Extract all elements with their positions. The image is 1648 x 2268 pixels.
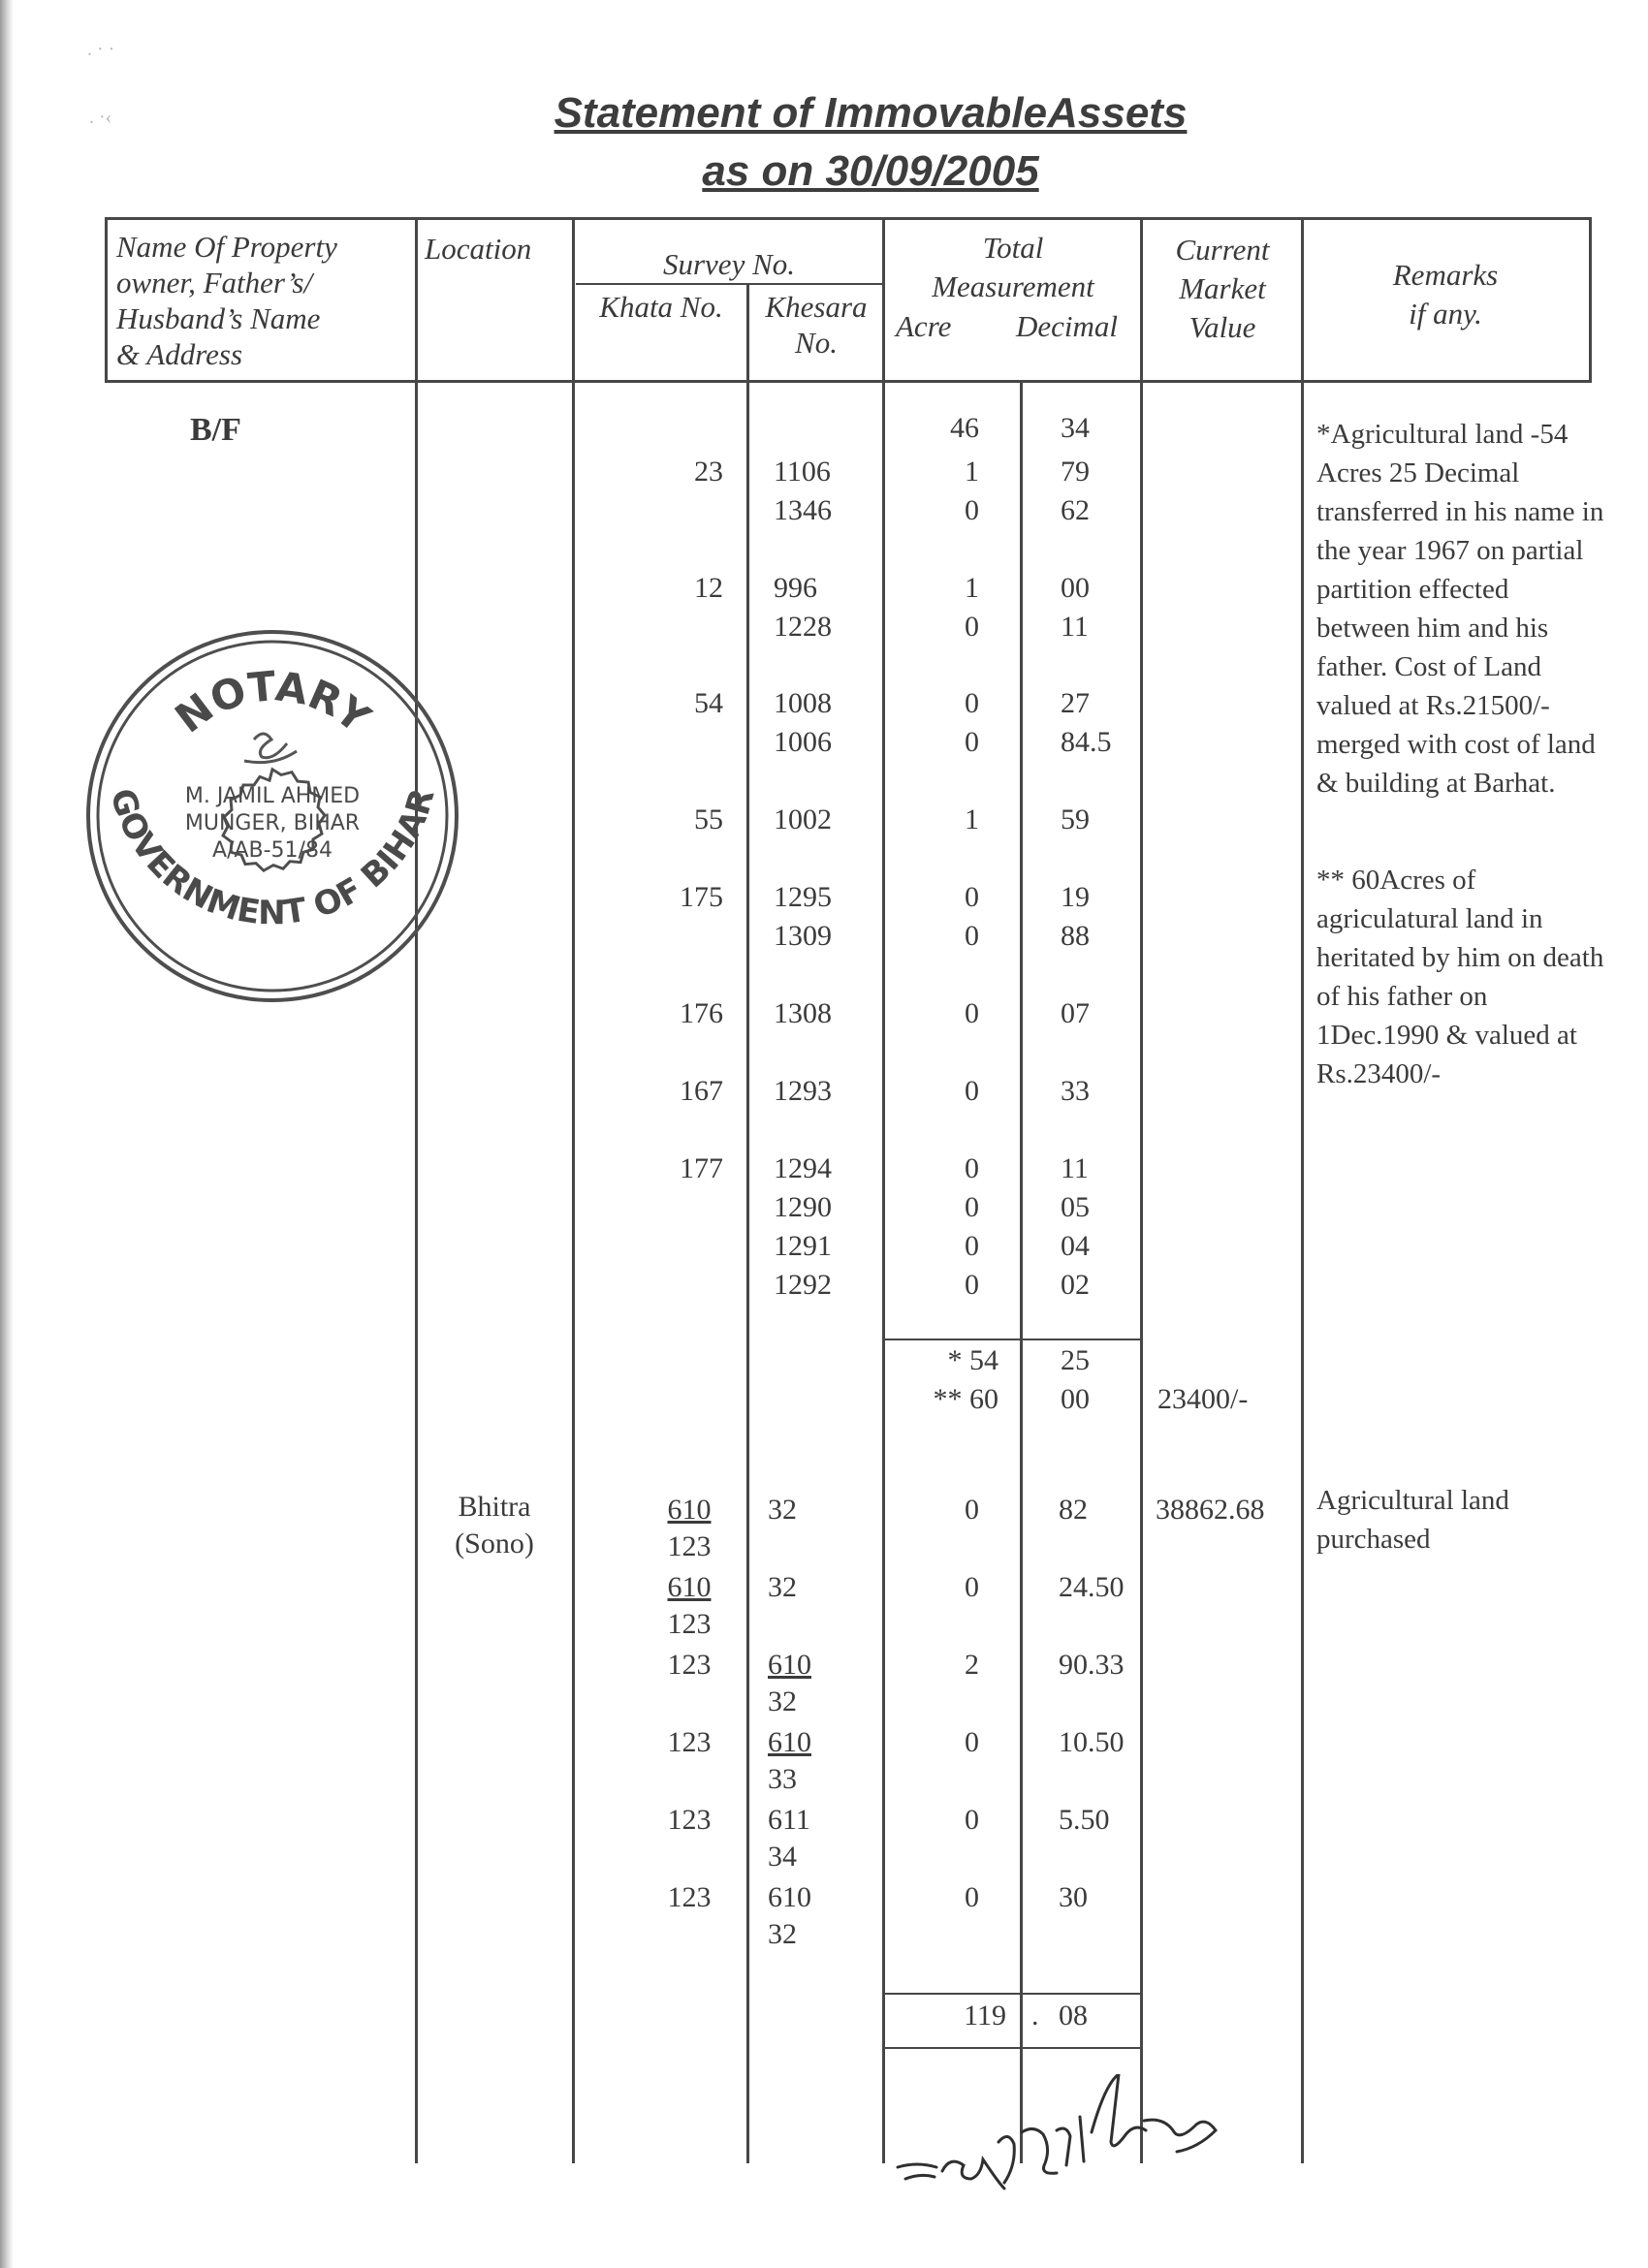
remarks-header-line: Remarks [1392, 258, 1499, 292]
location-line: (Sono) [455, 1528, 534, 1559]
subtotal-decimal: 25 [1061, 1344, 1090, 1376]
decimal-value: 30 [1059, 1881, 1088, 1913]
measurement-column-line [882, 217, 885, 2163]
total-decimal: 08 [1059, 2000, 1088, 2032]
total-acre: 119 [964, 2000, 1006, 2032]
bhitra-location [427, 1489, 562, 1562]
khata-number: 610 [667, 1494, 712, 1526]
stamp-top-text: NOTARY [166, 662, 379, 742]
market-header-line: Current [1175, 233, 1270, 267]
khata-number-sub: 123 [667, 1530, 712, 1562]
khesara-number: 1295 [774, 881, 832, 913]
remarks-inherited-land: ** 60Acres of agriculatural land in heritated by him on death of his father on 1Dec.1990 & valued at Rs.23400/- [1316, 865, 1604, 1089]
document-date-title: as on 30/09/2005 [702, 147, 1039, 195]
stamp-registration: A/AB-51/84 [212, 838, 333, 863]
khesara-number-sub: 32 [768, 1918, 797, 1950]
scan-speckle: . ·‹ [89, 107, 112, 128]
khesara-number: 996 [774, 572, 817, 604]
owner-header-line: Husband’s Name [116, 301, 321, 335]
owner-header [116, 229, 407, 372]
khesara-number: 1008 [774, 687, 832, 719]
acre-value: 0 [965, 611, 979, 643]
decimal-value: 11 [1061, 611, 1089, 643]
acre-decimal-line [1020, 380, 1023, 2163]
document-title: Statement of ImmovableAssets [554, 89, 1188, 137]
khata-number: 167 [680, 1075, 723, 1107]
acre-value: 2 [965, 1649, 979, 1681]
scan-speckle: . · · [87, 39, 115, 60]
total-measurement-header [886, 229, 1140, 306]
total-top-rule [882, 1993, 1142, 1995]
market-value-header [1144, 231, 1301, 347]
right-border [1589, 217, 1592, 382]
decimal-value: 33 [1061, 1075, 1090, 1107]
subtotal-acre: ** 60 [933, 1383, 998, 1415]
acre-value: 0 [965, 1726, 979, 1758]
owner-header-line: Name Of Property [116, 230, 337, 264]
khata-number: 176 [680, 997, 723, 1029]
khesara-number: 1309 [774, 920, 832, 952]
acre-value: 1 [965, 803, 979, 835]
acre-value: 1 [965, 572, 979, 604]
acre-value: 0 [965, 1075, 979, 1107]
notary-stamp [81, 625, 463, 1007]
market-header-line: Market [1179, 271, 1266, 305]
acre-value: 0 [965, 920, 979, 952]
brought-forward-label: B/F [190, 412, 241, 448]
khata-number: 54 [694, 687, 723, 719]
khesara-number: 1292 [774, 1269, 832, 1301]
khesara-number: 610 [768, 1649, 811, 1681]
khata-number: 123 [667, 1649, 712, 1681]
remarks-line: Agricultural land [1316, 1485, 1509, 1516]
decimal-value: 5.50 [1059, 1804, 1110, 1836]
subtotal-rule [882, 1339, 1142, 1340]
khesara-number-sub: 32 [768, 1685, 797, 1717]
decimal-header: Decimal [1016, 309, 1119, 343]
khesara-number-sub: 34 [768, 1841, 797, 1873]
scan-edge-shadow [0, 0, 14, 2268]
khata-number: 123 [667, 1726, 712, 1758]
decimal-value: 82 [1059, 1494, 1088, 1526]
khesara-number: 1308 [774, 997, 832, 1029]
khesara-number: 32 [768, 1571, 797, 1603]
khesara-column-line [746, 283, 749, 2163]
total-bottom-rule [882, 2047, 1142, 2049]
khata-number: 123 [667, 1881, 712, 1913]
location-header: Location [425, 232, 532, 266]
survey-header: Survey No. [662, 247, 796, 281]
remarks-column-line [1301, 217, 1304, 2163]
decimal-value: 34 [1061, 412, 1090, 444]
total-header-line: Measurement [932, 269, 1094, 303]
acre-value: 0 [965, 1804, 979, 1836]
table-top-border [105, 217, 1592, 220]
khesara-number: 1294 [774, 1152, 832, 1184]
acre-value: 0 [965, 1571, 979, 1603]
decimal-value: 24.50 [1059, 1571, 1125, 1603]
left-border [105, 217, 108, 382]
total-dot: . [1031, 2000, 1039, 2032]
location-line: Bhitra [458, 1491, 531, 1523]
acre-value: 0 [965, 1881, 979, 1913]
stamp-ring-text: GOVERNMENT OF BIHAR [102, 784, 443, 933]
khata-number: 610 [667, 1571, 712, 1603]
khesara-number: 1293 [774, 1075, 832, 1107]
khata-number: 123 [667, 1804, 712, 1836]
khata-number: 175 [680, 881, 723, 913]
acre-value: 1 [965, 456, 979, 488]
khata-number: 55 [694, 803, 723, 835]
khesara-number-sub: 33 [768, 1763, 797, 1795]
decimal-value: 07 [1061, 997, 1090, 1029]
khesara-number: 610 [768, 1881, 811, 1913]
stamp-initials-mark [244, 734, 297, 763]
acre-value: 0 [965, 726, 979, 758]
header-bottom-border [105, 380, 1592, 383]
acre-value: 0 [965, 687, 979, 719]
bhitra-remarks [1316, 1481, 1569, 1559]
khesara-number: 32 [768, 1494, 797, 1526]
acre-value: 0 [965, 494, 979, 526]
remarks-header-line: if any. [1409, 297, 1482, 331]
decimal-value: 27 [1061, 687, 1090, 719]
khata-column-line [572, 217, 575, 2163]
location-column-line [415, 217, 418, 2163]
khesara-number: 1106 [774, 456, 831, 488]
decimal-value: 02 [1061, 1269, 1090, 1301]
khesara-number: 1002 [774, 803, 832, 835]
khesara-number: 610 [768, 1726, 811, 1758]
khesara-number: 1290 [774, 1191, 832, 1223]
decimal-value: 19 [1061, 881, 1090, 913]
khesara-header-line: Khesara [765, 290, 868, 324]
subtotal-decimal: 00 [1061, 1383, 1090, 1415]
acre-value: 0 [965, 1230, 979, 1262]
khesara-header [750, 289, 882, 361]
acre-value: 0 [965, 997, 979, 1029]
acre-value: 0 [965, 1269, 979, 1301]
stamp-notary-place: MUNGER, BIHAR [184, 811, 361, 835]
decimal-value: 79 [1061, 456, 1090, 488]
remarks-line: purchased [1316, 1524, 1431, 1555]
khata-number: 23 [694, 456, 723, 488]
decimal-value: 90.33 [1059, 1649, 1125, 1681]
khata-number: 177 [680, 1152, 723, 1184]
decimal-value: 62 [1061, 494, 1090, 526]
decimal-value: 00 [1061, 572, 1090, 604]
khesara-number: 1228 [774, 611, 832, 643]
khesara-header-line: No. [795, 326, 838, 360]
acre-header: Acre [896, 309, 952, 343]
decimal-value: 10.50 [1059, 1726, 1125, 1758]
khata-number-sub: 123 [667, 1608, 712, 1640]
khesara-number: 1291 [774, 1230, 832, 1262]
acre-value: 0 [965, 881, 979, 913]
decimal-value: 88 [1061, 920, 1090, 952]
decimal-value: 84.5 [1061, 726, 1112, 758]
total-header-line: Total [982, 231, 1044, 265]
decimal-value: 04 [1061, 1230, 1090, 1262]
stamp-notary-name: M. JAMIL AHMED [184, 784, 361, 808]
market-column-line [1140, 217, 1143, 2163]
market-header-line: Value [1188, 310, 1256, 344]
decimal-value: 05 [1061, 1191, 1090, 1223]
bhitra-market-value: 38862.68 [1156, 1494, 1265, 1526]
decimal-value: 11 [1061, 1152, 1089, 1184]
remarks-header [1305, 256, 1586, 333]
handwritten-signature [892, 2074, 1260, 2210]
survey-divider [576, 283, 882, 285]
owner-header-line: owner, Father’s/ [116, 266, 313, 299]
khata-header: Khata No. [599, 290, 723, 324]
decimal-value: 59 [1061, 803, 1090, 835]
acre-value: 46 [950, 412, 979, 444]
khesara-number: 1346 [774, 494, 832, 526]
khata-number: 12 [694, 572, 723, 604]
acre-value: 0 [965, 1494, 979, 1526]
khesara-number: 1006 [774, 726, 832, 758]
subtotal-acre: * 54 [947, 1344, 998, 1376]
owner-header-line: & Address [116, 337, 243, 371]
khesara-number: 611 [768, 1804, 810, 1836]
remarks-agricultural-transfer: *Agricultural land -54 Acres 25 Decimal transferred in his name in the year 1967 on partial partition effected between him and his father. Cost of Land valued at Rs.21500/- merged with cost of land & building at Barhat. [1316, 419, 1604, 799]
subtotal-market-value: 23400/- [1157, 1383, 1249, 1415]
acre-value: 0 [965, 1191, 979, 1223]
acre-value: 0 [965, 1152, 979, 1184]
